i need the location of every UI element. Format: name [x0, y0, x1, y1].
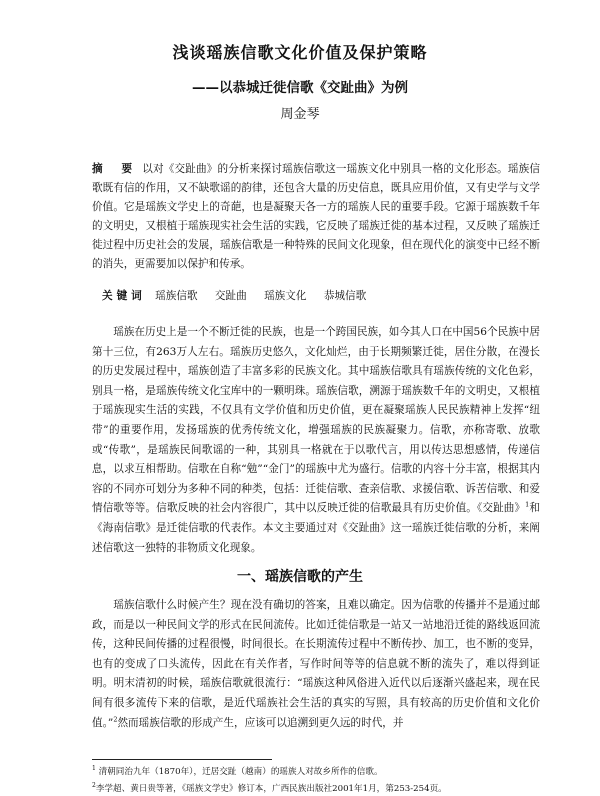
- keyword: 恭城信歌: [323, 290, 367, 302]
- footnote: [92, 779, 552, 796]
- abstract-label: 摘 要: [92, 163, 137, 175]
- body-paragraph-1: [92, 323, 540, 558]
- footnote-ref: 2: [113, 715, 118, 724]
- footnote-divider: [92, 759, 272, 760]
- keyword: 瑶族信歌: [155, 290, 198, 302]
- keywords: [102, 288, 542, 303]
- abstract: [92, 160, 540, 274]
- footnote-text: 李学超、黄日贵等著，《瑶族文学史》修订本，广西民族出版社2001年1月，第253-254页。: [95, 783, 447, 794]
- footnote: [92, 762, 552, 779]
- footnote-ref: 1: [525, 500, 530, 509]
- keyword: 瑶族文化: [264, 290, 307, 302]
- paragraph-text-end: 然而瑶族信歌的形成产生，应该可以追溯到更久远的时代，并: [117, 716, 404, 729]
- paragraph-text-end: 和《海南信歌》是迁徙信歌的代表作。本文主要通过对《交趾曲》这一瑶族迁徙信歌的分析，来阐述信歌这一独特的非物质文化现象。: [92, 502, 541, 554]
- footnote-text: 清朝同治九年（1870年），迁居交趾（越南）的瑶族人对故乡所作的信歌。: [98, 766, 383, 777]
- abstract-text: 以对《交趾曲》的分析来探讨瑶族信歌这一瑶族文化中别具一格的文化形态。瑶族信歌既有信的作用，又不缺歌谣的韵律，还包含大量的历史信息，既具应用价值，又有史学与文学价值。它是瑶族文学史上的奇葩，也是凝聚天各一方的瑶族人民的重要手段。它源于瑶族数千年的文明史，又根植于瑶族现实社会生活的实践，它反映了瑶族迁徙的基本过程，又反映了瑶族迁徙过程中历史社会的发展，瑶族信歌是一种特殊的民间文化现象，但在现代化的演变中已经不断的消失，更需要加以保护和传承。: [92, 163, 541, 270]
- footnote-mark: 2: [92, 781, 96, 789]
- article-title: 浅谈瑶族信歌文化价值及保护策略: [172, 43, 428, 62]
- article-author: 周金琴: [280, 107, 320, 122]
- keywords-label: 关键词: [102, 290, 146, 302]
- section-heading: 一、瑶族信歌的产生: [237, 569, 363, 585]
- paragraph-text: 瑶族信歌什么时候产生？现在没有确切的答案，且难以确定。因为信歌的传播并不是通过邮政，而是以一种民间文学的形式在民间流传。比如迁徙信歌是一站又一站地沿迁徙的路线返回流传，这种民间传播的过程很慢，时间很长。在长期流传过程中不断传抄、加工，也不断的变异，也有的变成了口头流传，因此在有关作者，写作时间等等的信息就不断的流失了，难以得到证明。明末清初的时候，瑶族信歌就很流行：“瑶族这种风俗进入近代以后逐渐兴盛起来，现在民间有很多流传下来的信歌，是近代瑶族社会生活的真实的写照，具有较高的历史价值和文化价值。”: [92, 599, 540, 729]
- footnotes: [92, 762, 552, 796]
- keyword: 交趾曲: [214, 290, 247, 302]
- paragraph-text: 瑶族在历史上是一个不断迁徙的民族，也是一个跨国民族，如今其人口在中国56个民族中居第十三位，有263万人左右。瑶族历史悠久，文化灿烂，由于长期频繁迁徙，居住分散，在漫长的历史发展过程中，瑶族创造了丰富多彩的民族文化。其中瑶族信歌具有瑶族传统的文化色彩，别具一格，是瑶族传统文化宝库中的一颗明珠。瑶族信歌，溯源于瑶族数千年的文明史，又根植于瑶族现实生活的实践，不仅具有文学价值和历史价值，更在凝聚瑶族人民民族精神上发挥“纽带”的重要作用，发扬瑶族的优秀传统文化，增强瑶族的民族凝聚力。信歌，亦称寄歌、放歌或“传歌”，是瑶族民间歌谣的一种，其别具一格就在于以歌代言，用以传达思想感情，传递信息，以求互相帮助。信歌在自称“勉”“金门”的瑶族中尤为盛行。信歌的内容十分丰富，根据其内容的不同亦可划分为多种不同的种类，包括：迁徙信歌、查亲信歌、求援信歌、诉苦信歌、和爱情信歌等等。信歌反映的社会内容很广，其中以反映迁徙的信歌最具有历史价值。《交趾曲》: [92, 326, 540, 515]
- footnote-mark: 1: [92, 765, 96, 772]
- body-paragraph-2: [92, 596, 540, 733]
- article-subtitle: ——以恭城迁徙信歌《交趾曲》为例: [192, 80, 408, 96]
